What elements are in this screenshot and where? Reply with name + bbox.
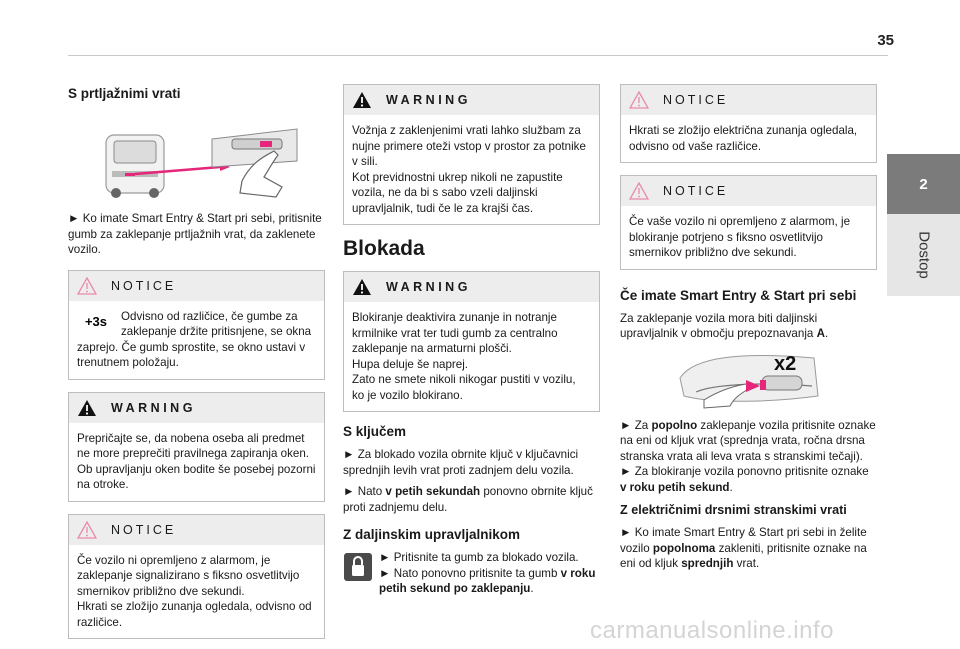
notice-body [69, 301, 324, 379]
warning-body: Vožnja z zaklenjenimi vrati lahko službam za nujne primere oteži vstop v prostor za potnike v sili. Kot previdnostni ukrep nikoli ne zapustite vozila, ne da bi s sabo vzeli daljinski upravljalnik, tudi če le za krajši čas. [352, 124, 586, 215]
warning-body: Prepričajte se, da nobena oseba ali predmet ne more preprečiti pravilnega zapiranja oken. Ob upravljanju oken bodite še posebej pozorni na otroke. [77, 431, 316, 491]
notice-box-deadlock-alarm [620, 175, 877, 270]
warning-box-deadlock [343, 271, 600, 412]
watermark: carmanualsonline.info [590, 617, 834, 644]
notice-triangle-icon [77, 277, 97, 295]
notice-triangle-icon [629, 182, 649, 200]
tailgate-instruction: ► Ko imate Smart Entry & Start pri sebi, pritisnite gumb za zaklepanje prtljažnih vrat, da zaklenete vozilo. [68, 212, 322, 256]
column-3 [620, 84, 877, 578]
warning-header [344, 272, 599, 302]
page-number: 35 [877, 32, 894, 49]
warning-box-emergency [343, 84, 600, 225]
remote-lock-icon [343, 552, 373, 582]
column-1 [68, 80, 325, 649]
notice-body: Če vaše vozilo ni opremljeno z alarmom, je blokiranje potrjeno s fiksno osvetlitvijo smernikov približno dve sekundi. [629, 215, 851, 259]
column-2 [343, 84, 600, 603]
sliding-doors-instruction: ► Ko imate Smart Entry & Start pri sebi in želite vozilo popolnoma zakleniti, pritisnite oznake na eni od kljuk sprednjih vrat. [620, 526, 867, 570]
warning-title: WARNING [386, 93, 471, 107]
warning-triangle-icon [352, 91, 372, 109]
notice-text: Odvisno od različice, če gumbe za zaklepanje držite pritisnjene, se okna zaprejo. Če gumb sprostite, se okno ustavi v trenutnem položaju. [77, 309, 312, 369]
chapter-tab-number[interactable]: 2 [887, 154, 960, 214]
warning-triangle-icon [352, 278, 372, 296]
notice-title: NOTICE [111, 522, 177, 537]
notice-header [621, 176, 876, 206]
notice-title: NOTICE [111, 278, 177, 293]
subheading-sliding-doors: Z električnimi drsnimi stranskimi vrati [620, 503, 847, 517]
notice-box-windows [68, 270, 325, 380]
tailgate-lock-figure [92, 121, 302, 203]
remote-instructions: ► Pritisnite ta gumb za blokado vozila. ► Nato ponovno pritisnite ta gumb v roku petih sekund po zaklepanju. [343, 550, 600, 597]
notice-body: Hkrati se zložijo električna zunanja ogledala, odvisno od vaše različice. [629, 124, 858, 153]
warning-header [344, 85, 599, 115]
warning-box-windows [68, 392, 325, 502]
warning-title: WARNING [386, 280, 471, 294]
chapter-tab-text: Dostop [915, 231, 932, 279]
chapter-tab-label[interactable] [887, 214, 960, 296]
subheading-with-key: S ključem [343, 424, 407, 439]
section-heading-tailgate: S prtljažnimi vrati [68, 86, 181, 101]
notice-header [621, 85, 876, 115]
key-instruction-2: ► Nato v petih sekundah ponovno obrnite ključ proti zadnjemu delu. [343, 485, 593, 514]
warning-title: WARNING [111, 400, 196, 415]
press-twice-label: x2 [773, 352, 796, 375]
top-rule [68, 55, 888, 56]
warning-header [69, 393, 324, 423]
notice-box-mirrors [620, 84, 877, 163]
notice-title: NOTICE [663, 184, 729, 198]
key-instruction-1: ► Za blokado vozila obrnite ključ v ključavnici sprednjih levih vrat proti zadnjem delu vozila. [343, 448, 579, 477]
notice-triangle-icon [77, 521, 97, 539]
smart-entry-deadlock-instruction: ► Za blokiranje vozila ponovno pritisnite oznake v roku petih sekund. [620, 465, 869, 494]
hold-3s-icon: +3s [84, 313, 108, 329]
notice-header [69, 515, 324, 545]
notice-body: Če vozilo ni opremljeno z alarmom, je zaklepanje signalizirano s fiksno osvetlitvijo smernikov približno dve sekundi. Hkrati se zložijo zunanja ogledala, odvisno od različice. [77, 553, 312, 629]
notice-title: NOTICE [663, 93, 729, 107]
warning-body: Blokiranje deaktivira zunanje in notranje krmilnike vrat ter tudi gumb za centralno zaklepanje na armaturni plošči. Hupa deluje še naprej. Zato ne smete nikoli nikogar pustiti v vozilu, ko je vozilo blokirano. [352, 311, 576, 402]
smart-entry-intro: Za zaklepanje vozila mora biti daljinski upravljalnik v območju prepoznavanja A. [620, 311, 829, 340]
section-heading-deadlock: Blokada [343, 237, 425, 260]
warning-triangle-icon [77, 399, 97, 417]
door-handle-figure [674, 348, 824, 410]
notice-box-alarm [68, 514, 325, 640]
smart-entry-lock-instruction: ► Za popolno zaklepanje vozila pritisnite oznake na eni od kljuk vrat (sprednja vrata, ročna drsna stranska vrata ali leva vrata s stranskimi tečaji). [620, 418, 876, 463]
notice-triangle-icon [629, 91, 649, 109]
notice-header [69, 271, 324, 301]
section-heading-smart-entry: Če imate Smart Entry & Start pri sebi [620, 287, 857, 303]
subheading-remote: Z daljinskim upravljalnikom [343, 527, 521, 542]
